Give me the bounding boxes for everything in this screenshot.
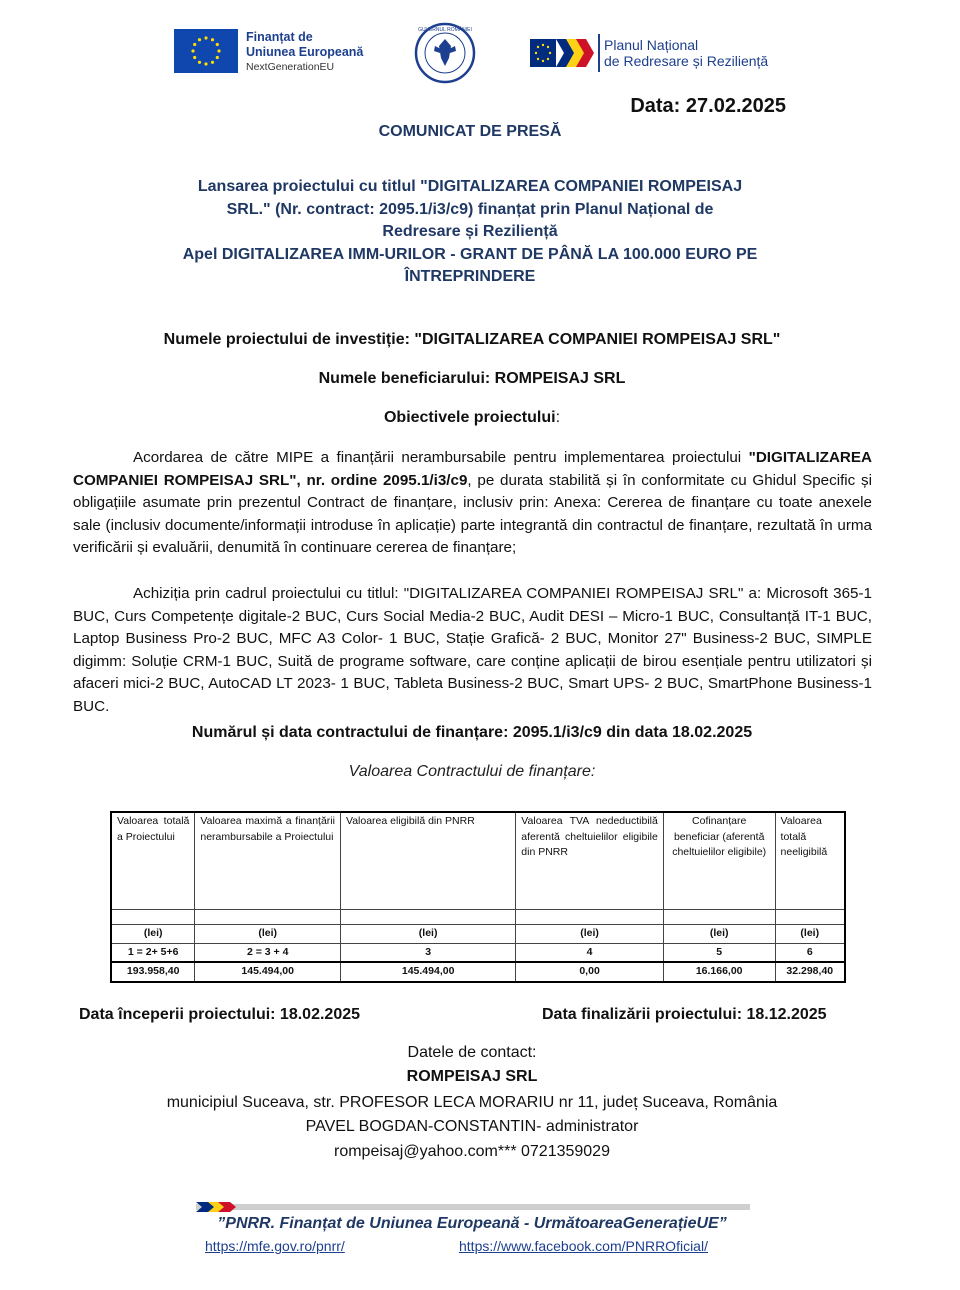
contact-email-phone: rompeisaj@yahoo.com*** 0721359029: [334, 1143, 610, 1160]
para1-project-reference: "DIGITALIZAREA COMPANIEI ROMPEISAJ SRL", nr. ordine 2095.1/i3/c9: [73, 449, 872, 489]
contract-number-line: Numărul și data contractului de finanțare: 2095.1/i3/c9 din data 18.02.2025: [191, 724, 753, 741]
pnrr-label: [604, 37, 768, 69]
table-header-cell: Valoarea totală a Proiectului: [111, 812, 195, 910]
table-values-row: [111, 962, 845, 982]
table-cell: 145.494,00: [340, 962, 515, 982]
table-cell: 193.958,40: [111, 962, 195, 982]
para2-text: Achiziția prin cadrul proiectului cu titlul: "DIGITALIZAREA COMPANIEI ROMPEISAJ SRL" a: Microsoft 365-1 BUC, Curs Competențe digitale-2 BUC, Curs Social Media-2 BUC, Audit DESI – Micro-1 BUC, Consultanță IT-1 BUC, Laptop Business Pro-2 BUC, MFC A3 Color- 1 BUC, Stație Grafică- 2 BUC, Monitor 27" Business-2 BUC, SIMPLE digimm: Soluție CRM-1 BUC, Suită de programe software, care conține aplicații de birou esențiale pentru utilizatori și afaceri mici-2 BUC, AutoCAD LT 2023- 1 BUC, Tableta Business-2 BUC, Smart UPS- 2 BUC, SmartPhone Business-1 BUC.: [73, 585, 872, 715]
table-formula-row: [111, 943, 845, 962]
romanian-government-seal-icon: [414, 22, 476, 84]
beneficiary-value: ROMPEISAJ SRL: [494, 370, 626, 387]
mfe-pnrr-link[interactable]: https://mfe.gov.ro/pnrr/: [205, 1238, 345, 1254]
project-start-date: Data începerii proiectului: 18.02.2025: [79, 1006, 361, 1023]
table-cell: (lei): [340, 925, 515, 944]
eu-label-line2: Uniunea Europeană: [246, 45, 364, 59]
pnrr-label-line1: Planul Național: [604, 37, 699, 53]
contact-heading: Datele de contact:: [407, 1044, 537, 1061]
table-cell: 32.298,40: [775, 962, 845, 982]
beneficiary-line: [0, 370, 944, 388]
contact-person: PAVEL BOGDAN-CONSTANTIN- administrator: [305, 1118, 639, 1135]
contact-company: ROMPEISAJ SRL: [406, 1068, 538, 1085]
contact-address: municipiul Suceava, str. PROFESOR LECA MORARIU nr 11, județ Suceava, România: [166, 1094, 778, 1111]
eu-label-line1: Finanțat de: [246, 30, 313, 44]
pnrr-divider: [598, 34, 600, 72]
table-cell: 0,00: [516, 962, 664, 982]
table-cell: 3: [340, 943, 515, 962]
pnrr-facebook-link[interactable]: https://www.facebook.com/PNRROficial/: [459, 1238, 708, 1254]
table-header-cell: Cofinanțare beneficiar (aferentă cheltuielilor eligibile): [663, 812, 775, 910]
table-cell: 4: [516, 943, 664, 962]
table-cell: 2 = 3 + 4: [195, 943, 341, 962]
objectives-heading: [0, 409, 944, 427]
objectives-label: Obiectivele proiectului: [383, 409, 556, 426]
table-cell: (lei): [195, 925, 341, 944]
eu-funding-label: [246, 30, 363, 75]
financing-value-table: [110, 811, 846, 983]
table-cell: (lei): [775, 925, 845, 944]
gov-seal-text: GUVERNUL ROMÂNIEI: [418, 27, 472, 33]
table-cell: 5: [663, 943, 775, 962]
eu-flag-logo: [174, 29, 238, 73]
table-spacer-row: [111, 910, 845, 925]
table-header-cell: Valoarea TVA nedeductibilă aferentă cheltuielilor eligibile din PNRR: [516, 812, 664, 910]
title-line: ÎNTREPRINDERE: [404, 268, 536, 285]
table-cell: 6: [775, 943, 845, 962]
table-cell: (lei): [516, 925, 664, 944]
document-date: Data: 27.02.2025: [630, 95, 786, 117]
pnrr-logo: [530, 35, 596, 71]
table-cell: (lei): [111, 925, 195, 944]
objectives-paragraph-2: [73, 583, 872, 719]
title-line: Redresare și Reziliență: [382, 223, 558, 240]
table-cell: (lei): [663, 925, 775, 944]
para1-text-b: , pe durata stabilită și în conformitate cu Ghidul Specific și obligațiile asumate prin prezentul Contract de finanțare, inclusiv prin: Anexa: Cererea de finanțare cu toate anexele sale (inclusiv documente/informații introduse în aplicație) parte integrantă din contractul de finanțare, rezultată în urma verificării și evaluării, denumită în continuare cererea de finanțare;: [73, 471, 872, 557]
eu-label-line3: NextGenerationEU: [246, 61, 335, 73]
para1-text-a: Acordarea de către MIPE a finanțării nerambursabile pentru implementarea proiectului: [133, 449, 749, 466]
table-cell: 16.166,00: [663, 962, 775, 982]
title-line: Lansarea proiectului cu titlul "DIGITALIZAREA COMPANIEI ROMPEISAJ: [197, 178, 743, 195]
objectives-paragraph-1: [73, 447, 872, 560]
project-end-date: Data finalizării proiectului: 18.12.2025: [542, 1006, 827, 1023]
pnrr-label-line2: de Redresare și Reziliență: [604, 53, 769, 69]
table-units-row: [111, 925, 845, 944]
project-launch-title: [140, 176, 800, 289]
beneficiary-label: Numele beneficiarului:: [318, 370, 491, 387]
table-header-cell: Valoarea maximă a finanțării nerambursabile a Proiectului: [195, 812, 341, 910]
eu-stars-icon: [174, 29, 238, 73]
contract-value-caption: Valoarea Contractului de finanțare:: [348, 763, 596, 780]
table-cell: 145.494,00: [195, 962, 341, 982]
title-line: Apel DIGITALIZAREA IMM-URILOR - GRANT DE PÂNĂ LA 100.000 EURO PE: [182, 245, 758, 263]
objectives-colon: :: [555, 409, 561, 426]
project-name-line: Numele proiectului de investiție: "DIGITALIZAREA COMPANIEI ROMPEISAJ SRL": [163, 331, 781, 348]
table-header-cell: Valoarea eligibilă din PNRR: [340, 812, 515, 910]
footer-slogan: ”PNRR. Finanțat de Uniunea Europeană - UrmătoareaGenerațieUE”: [217, 1215, 727, 1232]
table-header-row: [111, 812, 845, 910]
footer-flag-bar: [196, 1199, 750, 1209]
table-cell: 1 = 2+ 5+6: [111, 943, 195, 962]
title-line: SRL." (Nr. contract: 2095.1/i3/c9) finanțat prin Planul Național de: [226, 200, 714, 218]
press-release-title: COMUNICAT DE PRESĂ: [378, 123, 562, 140]
table-header-cell: Valoarea totală neeligibilă: [775, 812, 845, 910]
